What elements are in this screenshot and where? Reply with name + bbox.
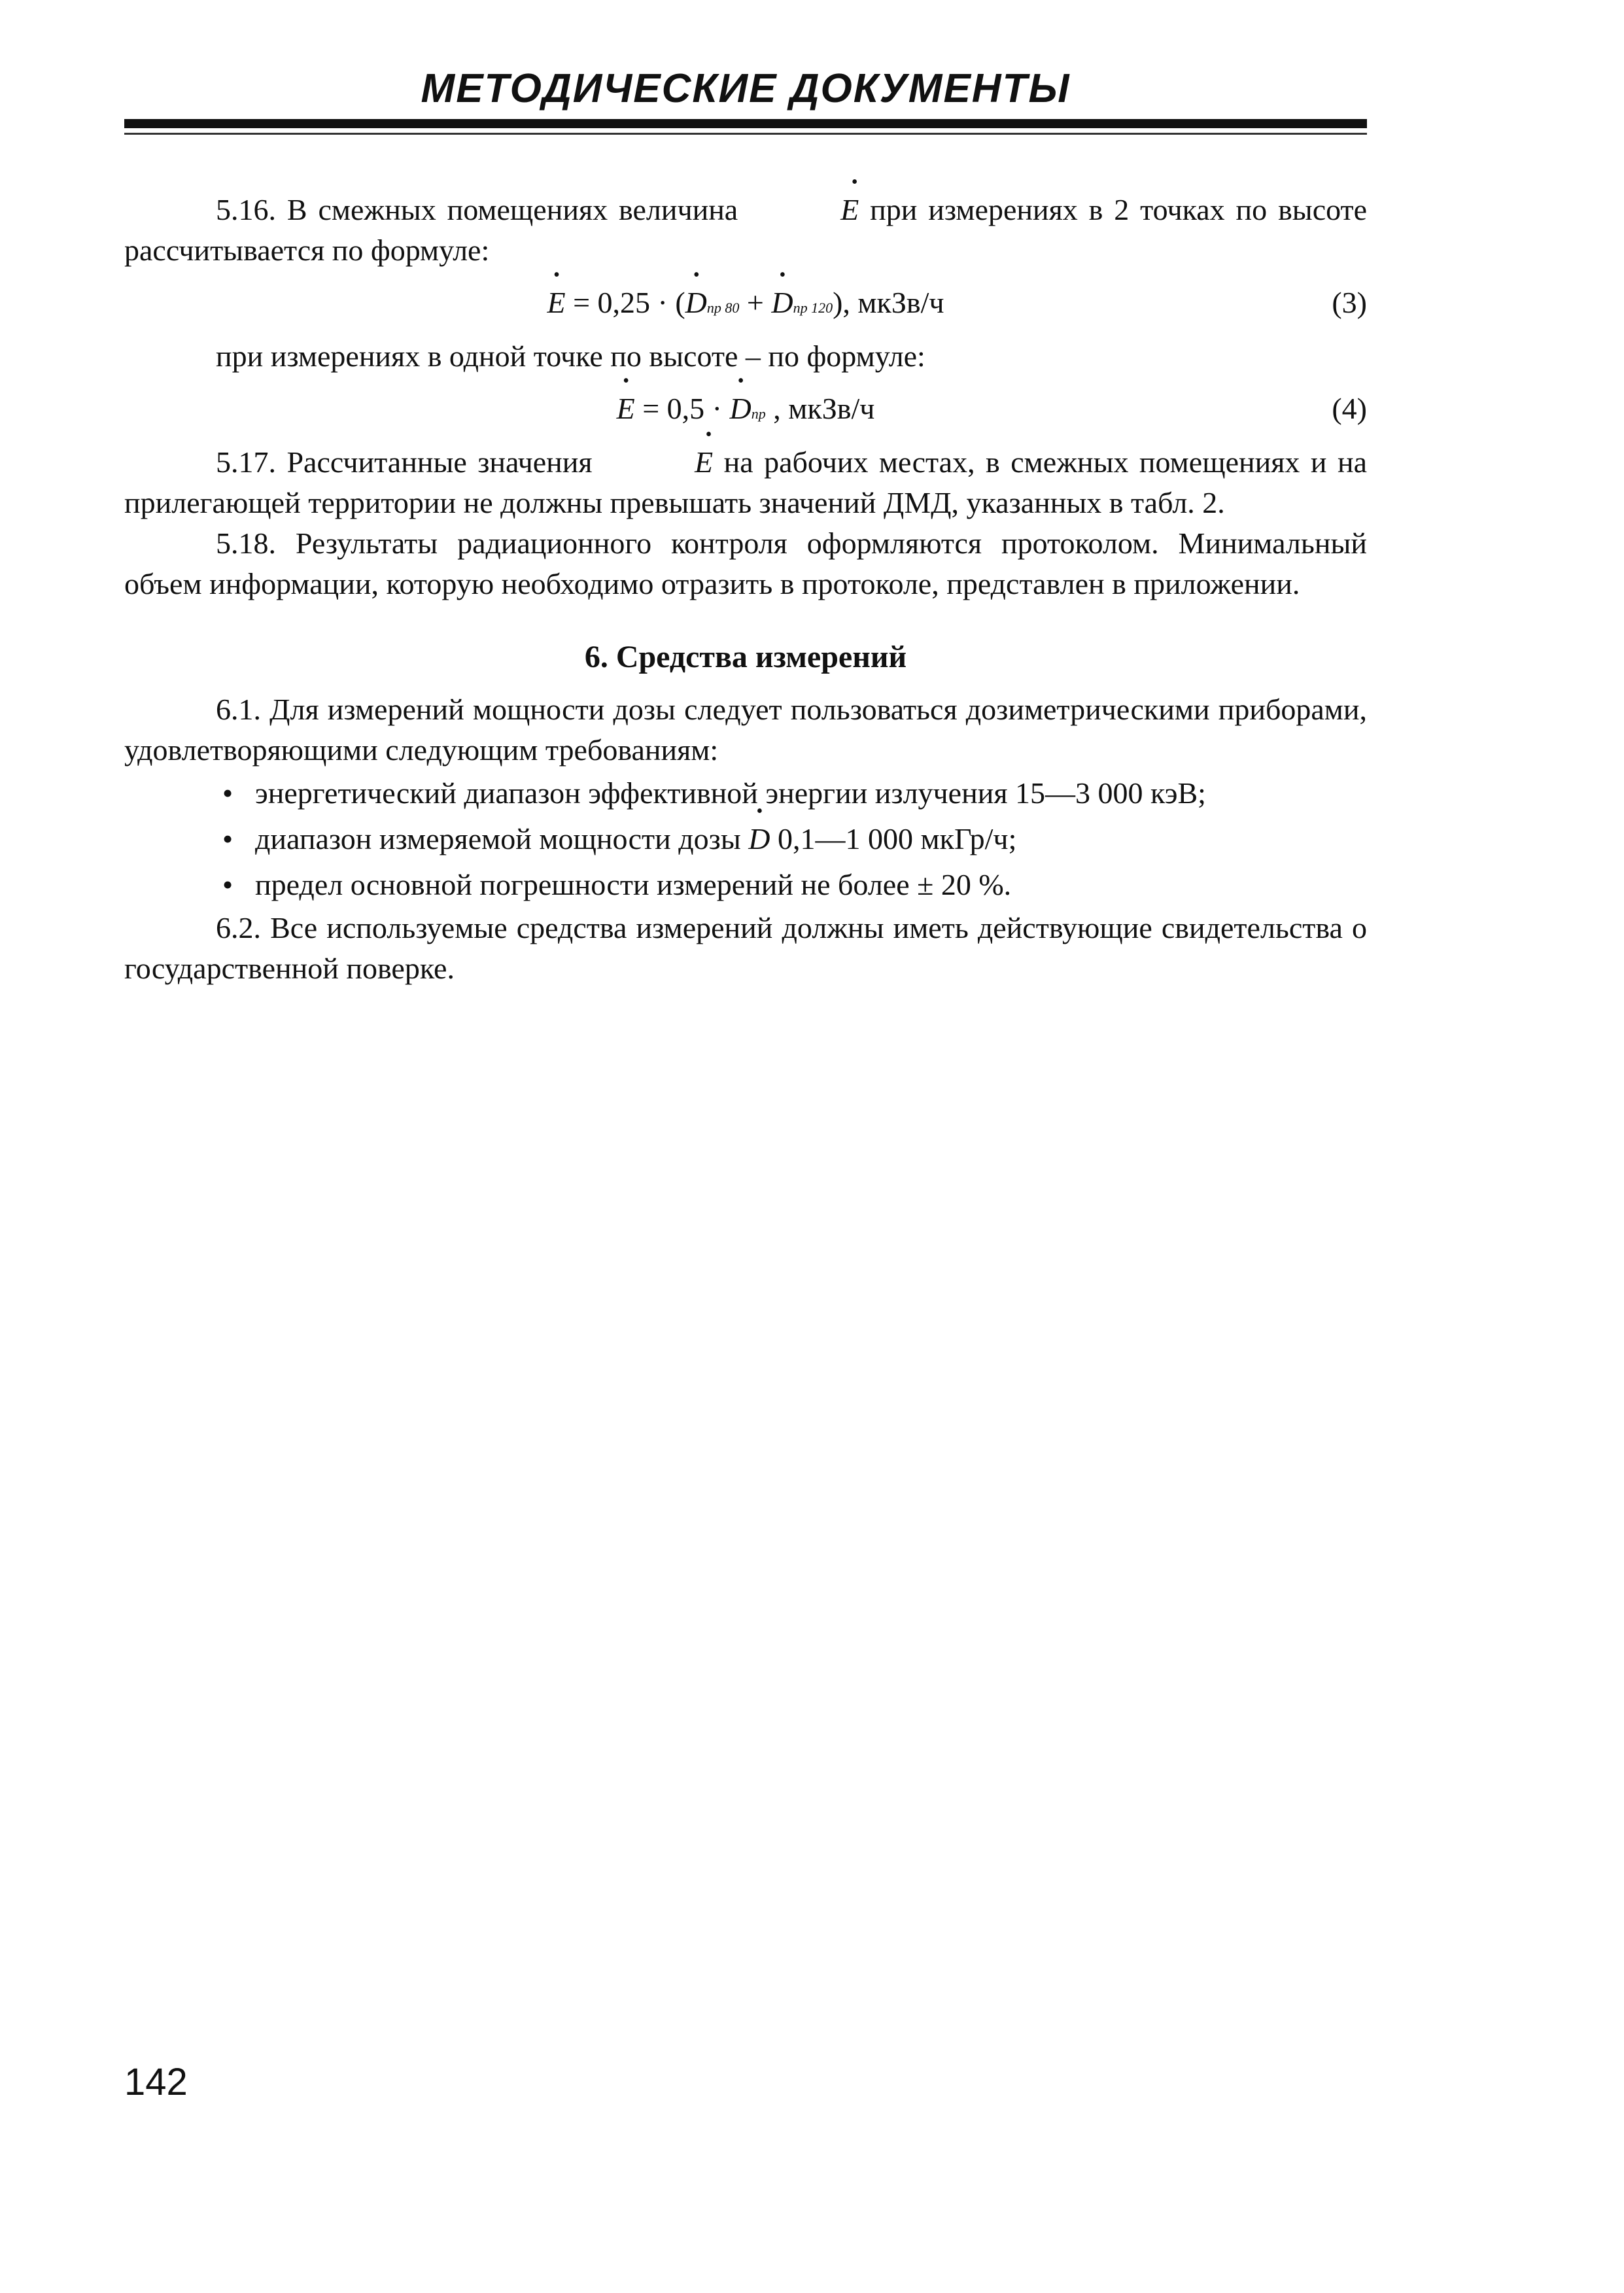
paragraph-6-2: 6.2. Все используемые средства измерений должны иметь действующие свидетельства о государственной поверке. — [124, 911, 1367, 985]
requirements-list — [124, 770, 1367, 908]
section-heading: 6. Средства измерений — [584, 640, 907, 674]
page-number: 142 — [124, 2061, 188, 2103]
running-header: МЕТОДИЧЕСКИЕ ДОКУМЕНТЫ — [421, 66, 1071, 111]
paragraph-one-point: при измерениях в одной точке по высоте – по формуле: — [216, 339, 925, 373]
header-rule-thin — [124, 133, 1367, 135]
formula-number: (4) — [1332, 392, 1367, 425]
header-rule — [124, 119, 1367, 128]
formula-number: (3) — [1332, 286, 1367, 319]
e-dot-symbol: • E — [749, 190, 859, 230]
list-item: • предел основной погрешности измерений не более ± 20 %. — [124, 862, 1367, 908]
paragraph-5-16: 5.16. В смежных помещениях величина • E при измерениях в 2 точках по высоте рассчитывается по формуле: — [124, 190, 1367, 271]
paragraph-5-17: 5.17. Рассчитанные значения • E на рабочих местах, в смежных помещениях и на прилегающей территории не должны превышать значений ДМД, указанных в табл. 2. — [124, 442, 1367, 523]
list-item: • диапазон измеряемой мощности дозы • D 0,1—1 000 мкГр/ч; — [124, 816, 1367, 862]
formula-3: • E = 0,25 · (• Dпр 80 + • Dпр 120), мкЗв/ч (3) — [124, 271, 1367, 336]
body-text — [124, 190, 1367, 989]
paragraph-6-1: 6.1. Для измерений мощности дозы следует пользоваться дозиметрическими приборами, удовлетворяющими следующим требованиям: — [124, 693, 1367, 767]
paragraph-5-18: 5.18. Результаты радиационного контроля оформляются протоколом. Минимальный объем информации, которую необходимо отразить в протоколе, представлен в приложении. — [124, 526, 1367, 600]
formula-4: • E = 0,5 · • Dпр , мкЗв/ч (4) — [124, 377, 1367, 442]
list-item: • энергетический диапазон эффективной энергии излучения 15—3 000 кэВ; — [124, 770, 1367, 816]
